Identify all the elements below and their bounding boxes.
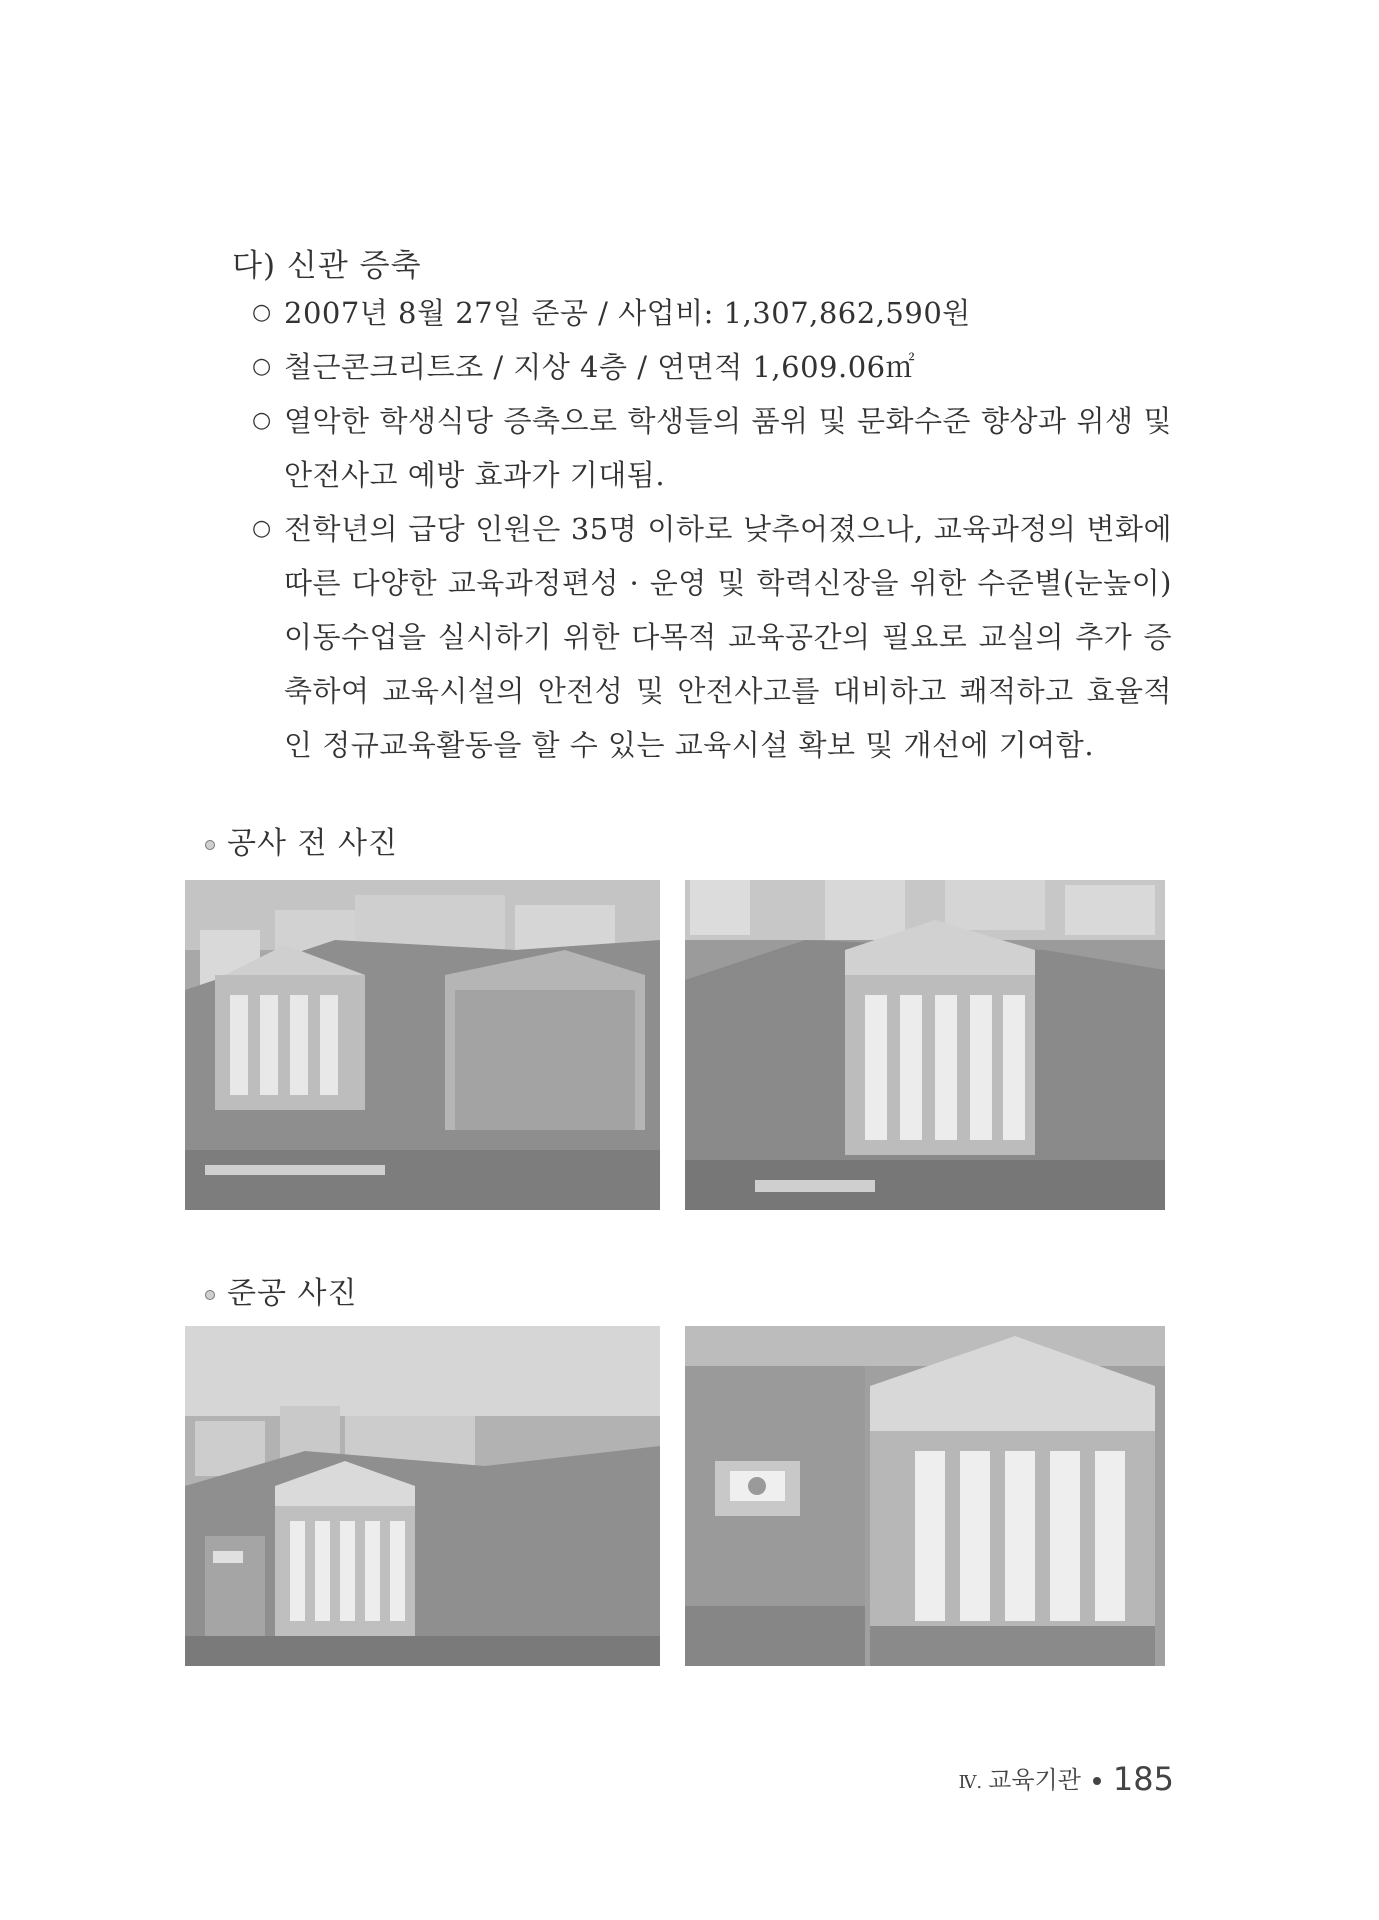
- circle-bullet-icon: ○: [252, 300, 272, 325]
- bullet-text-structure: 철근콘크리트조 / 지상 4층 / 연면적 1,609.06㎡: [284, 350, 916, 384]
- before-photos-caption: [205, 818, 398, 862]
- bullet-list: [252, 286, 1172, 772]
- footer-dot-icon: [1093, 1777, 1101, 1785]
- before-caption-text: 공사 전 사진: [227, 826, 398, 861]
- bullet-text-purpose: 전학년의 급당 인원은 35명 이하로 낮추어졌으나, 교육과정의 변화에 따른 다양한 교육과정편성 · 운영 및 학력신장을 위한 수준별(눈높이) 이동수업을 실시하기 위한 다목적 교육공간의 필요로 교실의 추가 증축하여 교육시설의 안전성 및 안전사고를 대비하고 쾌적하고 효율적인 정규교육활동을 할 수 있는 교육시설 확보 및 개선에 기여함.: [284, 512, 1172, 762]
- page-footer: [958, 1760, 1174, 1798]
- bullet-text-completion: 2007년 8월 27일 준공 / 사업비: 1,307,862,590원: [284, 296, 971, 330]
- circle-bullet-icon: ○: [252, 354, 272, 379]
- bullet-item: [252, 394, 1172, 502]
- bullet-item: [252, 286, 1172, 340]
- chapter-roman: Ⅳ.: [958, 1772, 983, 1793]
- after-caption-text: 준공 사진: [227, 1276, 358, 1311]
- dot-bullet-icon: [205, 1290, 215, 1300]
- bullet-item: [252, 340, 1172, 394]
- after-photos-caption: [205, 1268, 357, 1312]
- bullet-text-cafeteria: 열악한 학생식당 증축으로 학생들의 품위 및 문화수준 향상과 위생 및 안전사고 예방 효과가 기대됨.: [284, 404, 1172, 492]
- after-photo-left: [185, 1326, 660, 1666]
- page-number: 185: [1112, 1760, 1174, 1798]
- bullet-item: [252, 502, 1172, 772]
- before-photo-right: [685, 880, 1165, 1210]
- section-title: 다) 신관 증축: [232, 248, 422, 284]
- before-photo-left: [185, 880, 660, 1210]
- chapter-title: 교육기관: [988, 1766, 1081, 1794]
- after-photo-right: [685, 1326, 1165, 1666]
- circle-bullet-icon: ○: [252, 516, 272, 541]
- circle-bullet-icon: ○: [252, 408, 272, 433]
- dot-bullet-icon: [205, 840, 215, 850]
